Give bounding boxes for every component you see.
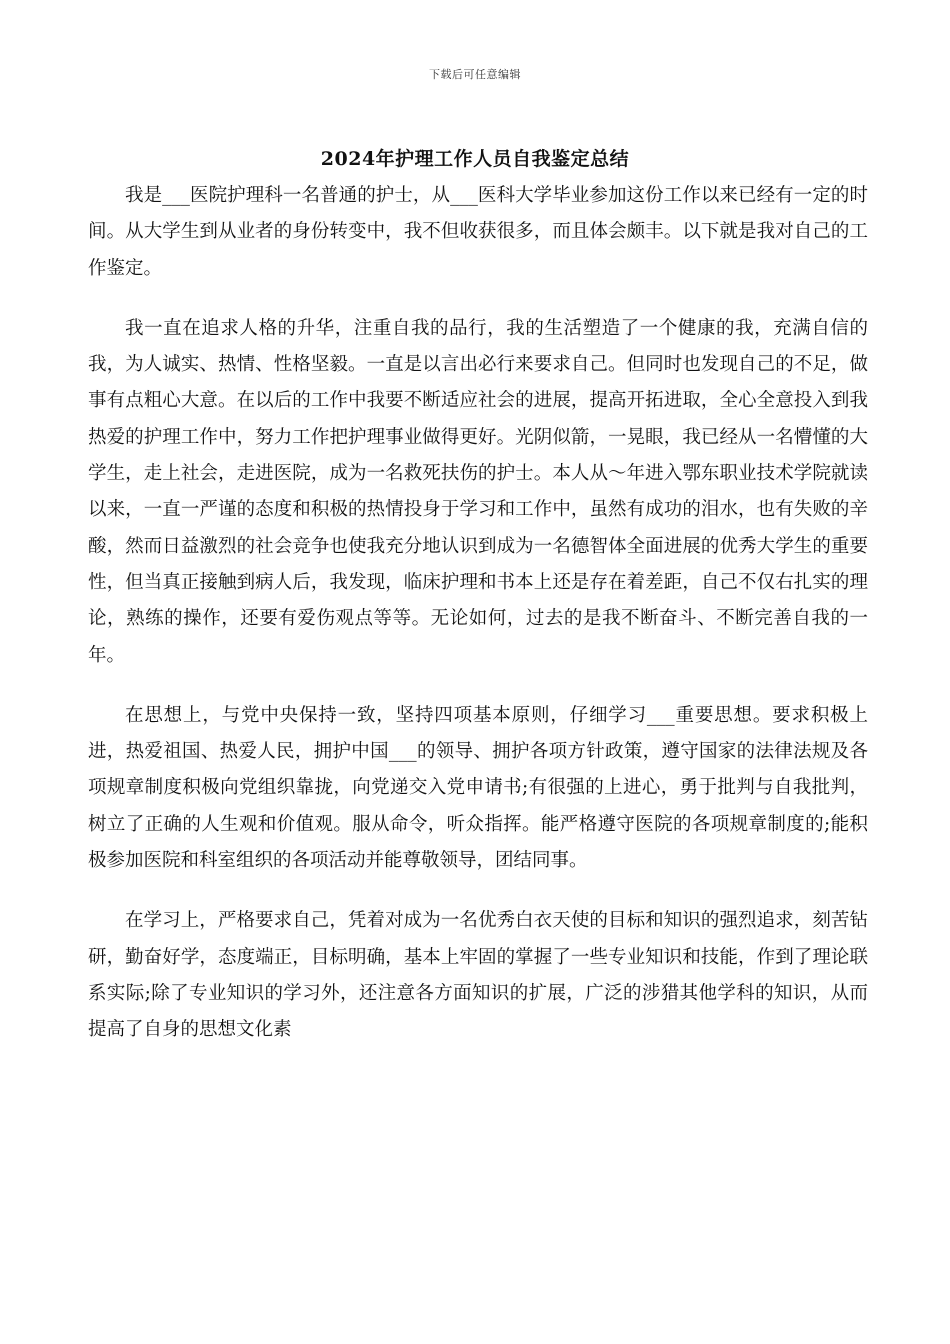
paragraph-ideology: 在思想上，与党中央保持一致，坚持四项基本原则，仔细学习___重要思想。要求积极上进，热爱祖国、热爱人民，拥护中国___的领导、拥护各项方针政策，遵守国家的法律法规及各项规章制度积极向党组织靠拢，向党递交入党申请书;有很强的上进心，勇于批判与自我批判，树立了正确的人生观和价值观。服从命令，听众指挥。能严格遵守医院的各项规章制度的;能积极参加医院和科室组织的各项活动并能尊敬领导，团结同事。: [88, 704, 868, 872]
paragraph-study: 在学习上，严格要求自己，凭着对成为一名优秀白衣天使的目标和知识的强烈追求，刻苦钻研，勤奋好学，态度端正，目标明确，基本上牢固的掌握了一些专业知识和技能，作到了理论联系实际;除了专业知识的学习外，还注意各方面知识的扩展，广泛的涉猎其他学科的知识，从而提高了自身的思想文化素: [88, 910, 868, 1041]
paragraph-character: 我一直在追求人格的升华，注重自我的品行，我的生活塑造了一个健康的我，充满自信的我，为人诚实、热情、性格坚毅。一直是以言出必行来要求自己。但同时也发现自己的不足，做事有点粗心大意。在以后的工作中我要不断适应社会的进展，提高开拓进取，全心全意投入到我热爱的护理工作中，努力工作把护理事业做得更好。光阴似箭，一晃眼，我已经从一名懵懂的大学生，走上社会，走进医院，成为一名救死扶伤的护士。本人从～年进入鄂东职业技术学院就读以来，一直一严谨的态度和积极的热情投身于学习和工作中，虽然有成功的泪水，也有失败的辛酸，然而日益激烈的社会竞争也使我充分地认识到成为一名德智体全面进展的优秀大学生的重要性，但当真正接触到病人后，我发现，临床护理和书本上还是存在着差距，自己不仅右扎实的理论，熟练的操作，还要有爱伤观点等等。无论如何，过去的是我不断奋斗、不断完善自我的一年。: [88, 317, 868, 666]
header-note: 下载后可任意编辑: [429, 68, 521, 81]
document-body: [88, 178, 868, 1073]
paragraph-intro: 我是___医院护理科一名普通的护士，从___医科大学毕业参加这份工作以来已经有一定的时间。从大学生到从业者的身份转变中，我不但收获很多，而且体会颇丰。以下就是我对自己的工作鉴定。: [88, 185, 868, 279]
document-title: 2024年护理工作人员自我鉴定总结: [320, 148, 630, 170]
